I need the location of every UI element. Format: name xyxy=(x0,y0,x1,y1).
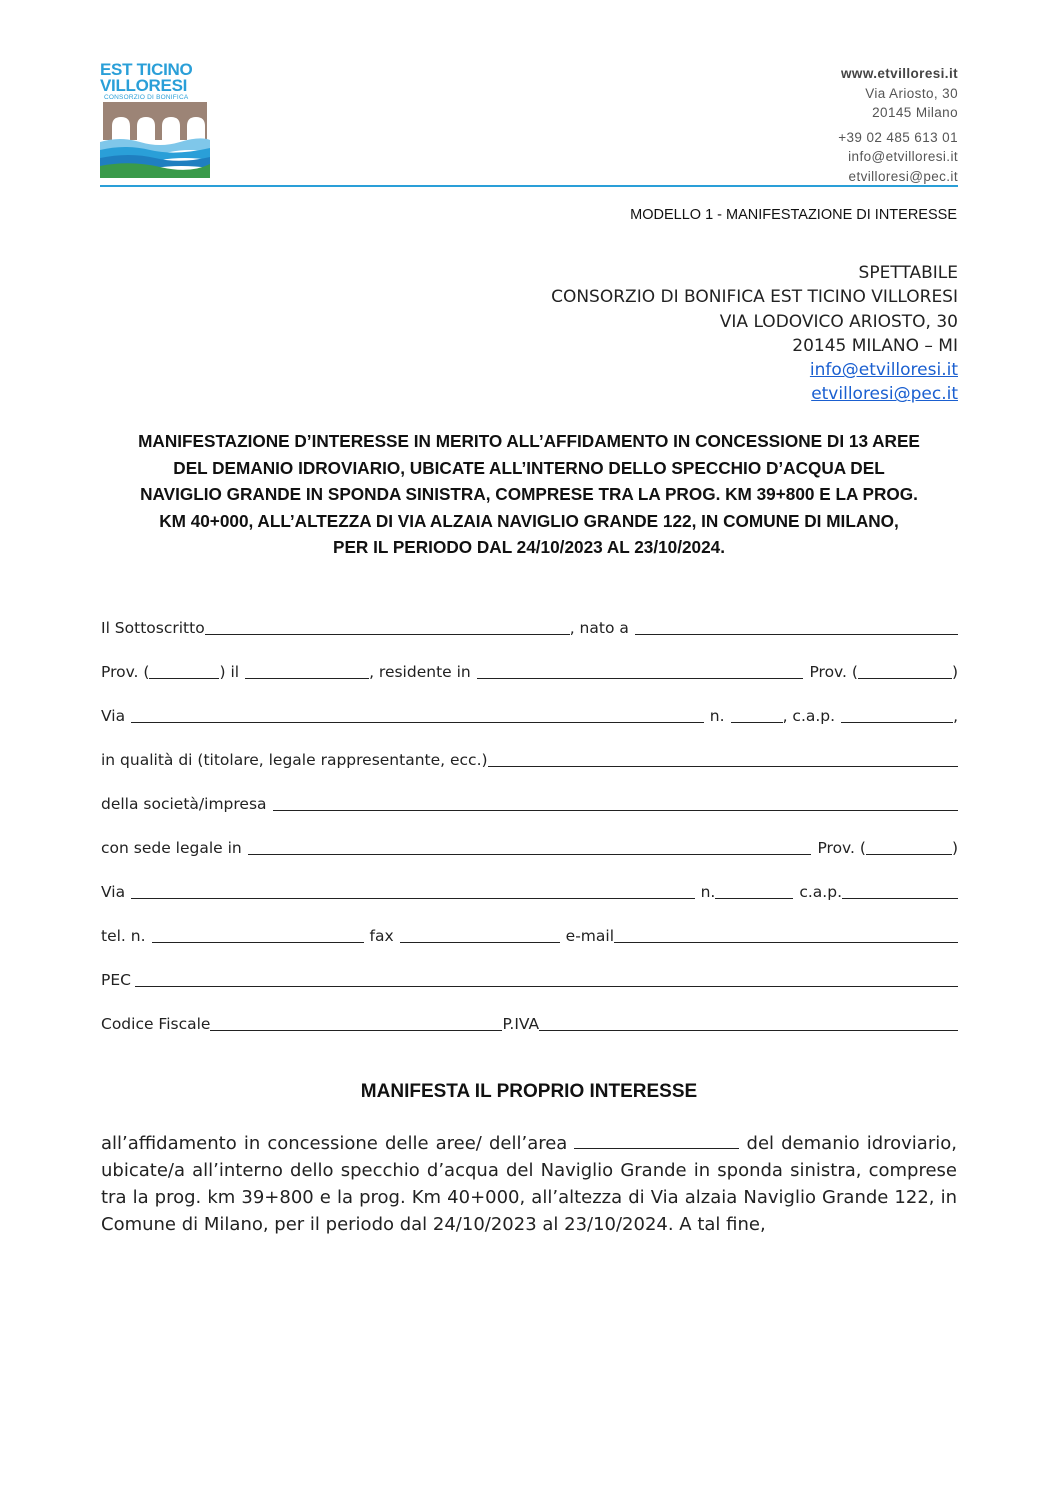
hq-number-field[interactable] xyxy=(715,880,793,899)
address-line-1: Via Ariosto, 30 xyxy=(865,85,958,101)
contact-email[interactable]: info@etvilloresi.it xyxy=(848,149,958,164)
form-row-company xyxy=(101,791,958,815)
role-label: in qualità di (titolare, legale rappresentante, ecc.) xyxy=(101,751,488,769)
subject-line: KM 40+000, ALL’ALTEZZA DI VIA ALZAIA NAVIGLIO GRANDE 122, IN COMUNE DI MILANO, xyxy=(159,510,899,531)
recipient-city: 20145 MILANO – MI xyxy=(792,335,958,356)
form-row-address xyxy=(101,703,958,727)
area-field[interactable] xyxy=(574,1132,739,1149)
birth-province-field[interactable] xyxy=(149,660,219,679)
street-number-field[interactable] xyxy=(731,704,783,723)
logo-line-1: EST TICINO xyxy=(100,60,193,79)
contact-pec[interactable]: etvilloresi@pec.it xyxy=(848,168,958,184)
consortium-logo xyxy=(100,62,210,180)
birth-date-field[interactable] xyxy=(245,660,369,679)
form-row-pec xyxy=(101,967,958,991)
residence-field[interactable] xyxy=(477,660,804,679)
recipient-pec-link[interactable]: etvilloresi@pec.it xyxy=(811,384,958,405)
tax-code-label: Codice Fiscale xyxy=(101,1015,211,1033)
nato-a-label: , nato a xyxy=(569,619,629,637)
company-label: della società/impresa xyxy=(101,795,267,813)
form-row-hq-address xyxy=(101,879,958,903)
phone-number: +39 02 485 613 01 xyxy=(838,129,958,145)
recipient-street: VIA LODOVICO ARIOSTO, 30 xyxy=(719,311,958,332)
logo-line-3: CONSORZIO DI BONIFICA xyxy=(104,94,189,101)
prov-label: Prov. ( xyxy=(809,663,858,681)
form-row-name xyxy=(101,615,958,639)
via-label: Via xyxy=(101,883,126,901)
company-field[interactable] xyxy=(273,792,958,811)
email-field[interactable] xyxy=(614,924,958,943)
birthplace-field[interactable] xyxy=(635,616,958,635)
number-label: n. xyxy=(700,883,716,901)
tel-field[interactable] xyxy=(152,924,364,943)
document-subject xyxy=(100,428,958,561)
bridge-water-icon xyxy=(100,102,210,180)
contact-block xyxy=(838,64,958,186)
header-divider xyxy=(100,185,958,187)
body-text-part-1: all’affidamento in concessione delle aree/ dell’area xyxy=(101,1133,568,1154)
subject-line: DEL DEMANIO IDROVIARIO, UBICATE ALL’INTERNO DELLO SPECCHIO D’ACQUA DEL xyxy=(173,457,885,478)
sottoscritto-label: Il Sottoscritto xyxy=(101,619,205,637)
pec-label: PEC xyxy=(101,971,131,989)
pec-field[interactable] xyxy=(135,968,958,987)
body-text-part-2: del demanio idroviario, ubicate/a all’interno dello specchio d’acqua del Naviglio Grande in sponda sinistra, comprese tra la prog. km 39+800 e la prog. Km 40+000, all’altezza di Via alzaia Naviglio Grande 122, in Comune di Milano, per il periodo dal 24/10/2023 al 23/10/2024. A tal fine, xyxy=(101,1133,957,1235)
close-paren: ) xyxy=(951,663,958,681)
comma: , xyxy=(953,707,958,725)
cap-label: c.a.p. xyxy=(799,883,842,901)
residente-label: , residente in xyxy=(369,663,471,681)
form-model-title: MODELLO 1 - MANIFESTAZIONE DI INTERESSE xyxy=(630,207,957,223)
form-row-tax xyxy=(101,1011,958,1035)
subject-line: MANIFESTAZIONE D’INTERESSE IN MERITO ALL’AFFIDAMENTO IN CONCESSIONE DI 13 AREE xyxy=(138,431,920,451)
cap-label: , c.a.p. xyxy=(782,707,836,725)
recipient-salutation: SPETTABILE xyxy=(858,263,958,283)
cap-field[interactable] xyxy=(841,704,953,723)
prov-label: Prov. ( xyxy=(101,663,150,681)
email-label: e-mail xyxy=(565,927,615,945)
vat-field[interactable] xyxy=(539,1012,958,1031)
hq-cap-field[interactable] xyxy=(842,880,958,899)
prov-label: Prov. ( xyxy=(817,839,866,857)
hq-label: con sede legale in xyxy=(101,839,242,857)
hq-field[interactable] xyxy=(248,836,812,855)
form-row-residence xyxy=(101,659,958,683)
recipient-email-link[interactable]: info@etvilloresi.it xyxy=(809,360,958,381)
form-row-role xyxy=(101,747,958,771)
form-row-contacts xyxy=(101,923,958,947)
street-field[interactable] xyxy=(131,704,704,723)
number-label: n. xyxy=(709,707,725,725)
recipient-name: CONSORZIO DI BONIFICA EST TICINO VILLORESI xyxy=(551,287,958,308)
fax-field[interactable] xyxy=(400,924,560,943)
il-label: ) il xyxy=(219,663,240,681)
tax-code-field[interactable] xyxy=(210,1012,502,1031)
role-field[interactable] xyxy=(488,748,958,767)
website-link[interactable]: www.etvilloresi.it xyxy=(841,66,958,81)
close-paren: ) xyxy=(951,839,958,857)
residence-province-field[interactable] xyxy=(858,660,952,679)
sottoscritto-field[interactable] xyxy=(205,616,570,635)
subject-line: NAVIGLIO GRANDE IN SPONDA SINISTRA, COMPRESE TRA LA PROG. KM 39+800 E LA PROG. xyxy=(140,484,918,505)
recipient-block xyxy=(551,261,958,407)
declaration-heading: MANIFESTA IL PROPRIO INTERESSE xyxy=(360,1081,698,1102)
declaration-body xyxy=(101,1130,957,1238)
tel-label: tel. n. xyxy=(101,927,146,945)
fax-label: fax xyxy=(369,927,394,945)
logo-line-2: VILLORESI xyxy=(100,76,188,95)
subject-line: PER IL PERIODO DAL 24/10/2023 AL 23/10/2024. xyxy=(332,537,725,558)
form-row-hq xyxy=(101,835,958,859)
via-label: Via xyxy=(101,707,126,725)
vat-label: P.IVA xyxy=(502,1015,540,1033)
address-line-2: 20145 Milano xyxy=(872,105,958,120)
hq-street-field[interactable] xyxy=(131,880,695,899)
hq-province-field[interactable] xyxy=(866,836,952,855)
